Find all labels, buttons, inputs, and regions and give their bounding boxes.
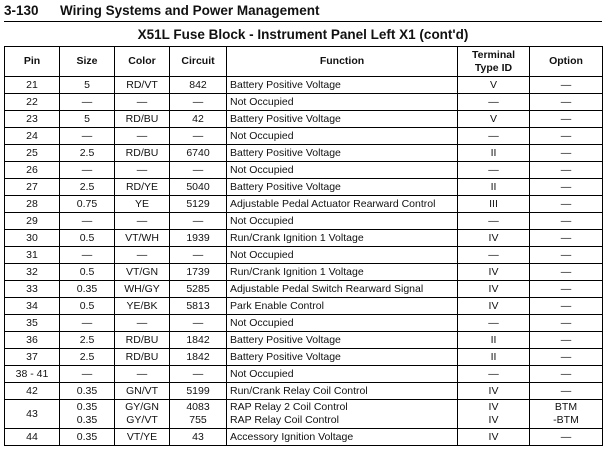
col-header-pin: Pin [5, 47, 60, 77]
cell-color: YE [115, 196, 170, 213]
cell-option: — [530, 77, 603, 94]
cell-pin: 25 [5, 145, 60, 162]
table-row [5, 315, 603, 332]
cell-option: — [530, 179, 603, 196]
cell-terminal: IV [458, 429, 530, 446]
cell-function: Run/Crank Ignition 1 Voltage [227, 230, 458, 247]
cell-option: — [530, 383, 603, 400]
cell-color: RD/BU [115, 111, 170, 128]
cell-terminal: IV [458, 230, 530, 247]
cell-option: — [530, 230, 603, 247]
cell-circuit: — [170, 162, 227, 179]
cell-color: VT/GN [115, 264, 170, 281]
cell-color: WH/GY [115, 281, 170, 298]
cell-circuit: 6740 [170, 145, 227, 162]
cell-function-b: RAP Relay Coil Control [230, 414, 339, 426]
page-header [4, 3, 604, 21]
cell-color: — [115, 366, 170, 383]
cell-option: — [530, 366, 603, 383]
cell-color: RD/YE [115, 179, 170, 196]
cell-terminal: II [458, 179, 530, 196]
cell-pin: 24 [5, 128, 60, 145]
cell-pin: 34 [5, 298, 60, 315]
fuse-block-table [4, 46, 603, 446]
cell-option: — [530, 429, 603, 446]
table-row [5, 94, 603, 111]
table-row [5, 128, 603, 145]
cell-pin: 42 [5, 383, 60, 400]
cell-color: YE/BK [115, 298, 170, 315]
table-row [5, 162, 603, 179]
cell-function: Battery Positive Voltage [227, 349, 458, 366]
cell-option: — [530, 162, 603, 179]
cell-size: — [60, 94, 115, 111]
cell-size: — [60, 247, 115, 264]
table-row [5, 366, 603, 383]
cell-function: Not Occupied [227, 247, 458, 264]
cell-terminal: IV [458, 281, 530, 298]
cell-size: 0.5 [60, 230, 115, 247]
table-row [5, 349, 603, 366]
cell-color: — [115, 315, 170, 332]
section-title: Wiring Systems and Power Management [60, 3, 320, 18]
page-number: 3-130 [4, 3, 39, 18]
cell-pin: 21 [5, 77, 60, 94]
cell-function: Not Occupied [227, 366, 458, 383]
cell-circuit: 1842 [170, 349, 227, 366]
cell-color: RD/BU [115, 145, 170, 162]
cell-pin: 27 [5, 179, 60, 196]
cell-size: 0.35 [60, 281, 115, 298]
cell-option: — [530, 145, 603, 162]
cell-function: Park Enable Control [227, 298, 458, 315]
cell-option: — [530, 111, 603, 128]
cell-function: Battery Positive Voltage [227, 332, 458, 349]
cell-pin: 28 [5, 196, 60, 213]
cell-terminal-b: IV [488, 414, 499, 426]
cell-terminal: V [458, 77, 530, 94]
cell-function: Not Occupied [227, 94, 458, 111]
cell-color: RD/BU [115, 349, 170, 366]
col-header-circuit: Circuit [170, 47, 227, 77]
cell-option: — [530, 298, 603, 315]
cell-terminal: — [458, 94, 530, 111]
cell-terminal [458, 400, 530, 429]
col-header-terminal-line2: Type ID [474, 61, 513, 74]
cell-function: Not Occupied [227, 162, 458, 179]
cell-option: — [530, 281, 603, 298]
cell-function: Battery Positive Voltage [227, 77, 458, 94]
cell-terminal: IV [458, 298, 530, 315]
cell-circuit: 1739 [170, 264, 227, 281]
cell-circuit: 42 [170, 111, 227, 128]
cell-terminal: II [458, 145, 530, 162]
cell-function: Run/Crank Relay Coil Control [227, 383, 458, 400]
cell-circuit: 5040 [170, 179, 227, 196]
cell-color: — [115, 162, 170, 179]
cell-color-a: GY/GN [125, 401, 159, 413]
table-row [5, 77, 603, 94]
cell-function: Adjustable Pedal Switch Rearward Signal [227, 281, 458, 298]
cell-pin: 31 [5, 247, 60, 264]
cell-option: — [530, 94, 603, 111]
cell-option: — [530, 264, 603, 281]
cell-function: Battery Positive Voltage [227, 179, 458, 196]
cell-pin: 30 [5, 230, 60, 247]
cell-circuit: — [170, 128, 227, 145]
cell-pin: 32 [5, 264, 60, 281]
cell-pin: 35 [5, 315, 60, 332]
table-row [5, 247, 603, 264]
cell-color: GN/VT [115, 383, 170, 400]
cell-option: — [530, 196, 603, 213]
cell-circuit: 43 [170, 429, 227, 446]
cell-color: VT/YE [115, 429, 170, 446]
table-row [5, 332, 603, 349]
cell-size: 0.5 [60, 298, 115, 315]
cell-option: — [530, 332, 603, 349]
cell-pin: 33 [5, 281, 60, 298]
cell-size: — [60, 162, 115, 179]
cell-terminal: V [458, 111, 530, 128]
cell-size: — [60, 213, 115, 230]
cell-pin: 22 [5, 94, 60, 111]
cell-pin: 26 [5, 162, 60, 179]
table-row [5, 230, 603, 247]
table-row [5, 264, 603, 281]
cell-pin: 44 [5, 429, 60, 446]
table-row [5, 400, 603, 429]
table-row [5, 298, 603, 315]
cell-terminal: — [458, 213, 530, 230]
cell-option [530, 400, 603, 429]
cell-function: Adjustable Pedal Actuator Rearward Control [227, 196, 458, 213]
cell-option: — [530, 247, 603, 264]
cell-size-a: 0.35 [76, 401, 98, 413]
cell-size: — [60, 128, 115, 145]
cell-function [227, 400, 458, 429]
table-row [5, 179, 603, 196]
cell-size: 2.5 [60, 349, 115, 366]
table-row [5, 383, 603, 400]
cell-size: 5 [60, 111, 115, 128]
table-row [5, 111, 603, 128]
cell-color: — [115, 247, 170, 264]
table-header-row [5, 47, 603, 77]
cell-circuit: — [170, 94, 227, 111]
cell-size: 2.5 [60, 145, 115, 162]
cell-function: Battery Positive Voltage [227, 145, 458, 162]
cell-terminal: IV [458, 264, 530, 281]
cell-terminal: — [458, 162, 530, 179]
col-header-option: Option [530, 47, 603, 77]
cell-pin: 38 - 41 [5, 366, 60, 383]
cell-color: VT/WH [115, 230, 170, 247]
cell-circuit: 5813 [170, 298, 227, 315]
table-row [5, 145, 603, 162]
cell-option-b: -BTM [553, 414, 579, 426]
col-header-size: Size [60, 47, 115, 77]
cell-color: RD/BU [115, 332, 170, 349]
cell-terminal: — [458, 366, 530, 383]
cell-circuit: 5199 [170, 383, 227, 400]
cell-terminal: — [458, 128, 530, 145]
cell-function: Accessory Ignition Voltage [227, 429, 458, 446]
cell-pin: 36 [5, 332, 60, 349]
cell-color [115, 400, 170, 429]
cell-color: RD/VT [115, 77, 170, 94]
cell-function-a: RAP Relay 2 Coil Control [230, 401, 348, 413]
cell-terminal: II [458, 349, 530, 366]
cell-terminal: III [458, 196, 530, 213]
cell-function: Not Occupied [227, 213, 458, 230]
cell-terminal: IV [458, 383, 530, 400]
cell-function: Battery Positive Voltage [227, 111, 458, 128]
cell-pin: 29 [5, 213, 60, 230]
cell-pin: 23 [5, 111, 60, 128]
cell-terminal-a: IV [488, 401, 499, 413]
cell-circuit: — [170, 247, 227, 264]
cell-pin: 43 [5, 400, 60, 429]
cell-circuit: — [170, 213, 227, 230]
cell-size: 0.35 [60, 383, 115, 400]
cell-option-a: BTM [554, 401, 578, 413]
table-row [5, 196, 603, 213]
col-header-color: Color [115, 47, 170, 77]
cell-option: — [530, 349, 603, 366]
cell-terminal: — [458, 247, 530, 264]
cell-function: Not Occupied [227, 315, 458, 332]
cell-circuit-b: 755 [189, 414, 207, 426]
cell-size: 2.5 [60, 179, 115, 196]
cell-option: — [530, 315, 603, 332]
header-rule [4, 21, 602, 22]
cell-color: — [115, 213, 170, 230]
cell-circuit: — [170, 366, 227, 383]
cell-pin: 37 [5, 349, 60, 366]
cell-circuit: 1842 [170, 332, 227, 349]
cell-terminal: II [458, 332, 530, 349]
cell-size: 0.75 [60, 196, 115, 213]
cell-circuit [170, 400, 227, 429]
table-title: X51L Fuse Block - Instrument Panel Left X1 (cont'd) [137, 27, 469, 42]
col-header-function: Function [227, 47, 458, 77]
cell-size: — [60, 315, 115, 332]
table-row [5, 213, 603, 230]
cell-function: Run/Crank Ignition 1 Voltage [227, 264, 458, 281]
cell-function: Not Occupied [227, 128, 458, 145]
cell-size: 0.35 [60, 429, 115, 446]
col-header-terminal-line1: Terminal [472, 48, 515, 61]
cell-size-b: 0.35 [76, 414, 98, 426]
cell-size: 2.5 [60, 332, 115, 349]
cell-circuit: 1939 [170, 230, 227, 247]
cell-circuit: 5129 [170, 196, 227, 213]
cell-color: — [115, 94, 170, 111]
cell-size: — [60, 366, 115, 383]
cell-terminal: — [458, 315, 530, 332]
cell-size: 5 [60, 77, 115, 94]
cell-color: — [115, 128, 170, 145]
cell-size: 0.5 [60, 264, 115, 281]
cell-option: — [530, 128, 603, 145]
cell-size [60, 400, 115, 429]
cell-color-b: GY/VT [126, 414, 158, 426]
cell-option: — [530, 213, 603, 230]
cell-circuit: 842 [170, 77, 227, 94]
cell-circuit: 5285 [170, 281, 227, 298]
table-row [5, 281, 603, 298]
cell-circuit-a: 4083 [186, 401, 210, 413]
col-header-terminal-type-id [458, 47, 530, 77]
cell-circuit: — [170, 315, 227, 332]
table-row [5, 429, 603, 446]
